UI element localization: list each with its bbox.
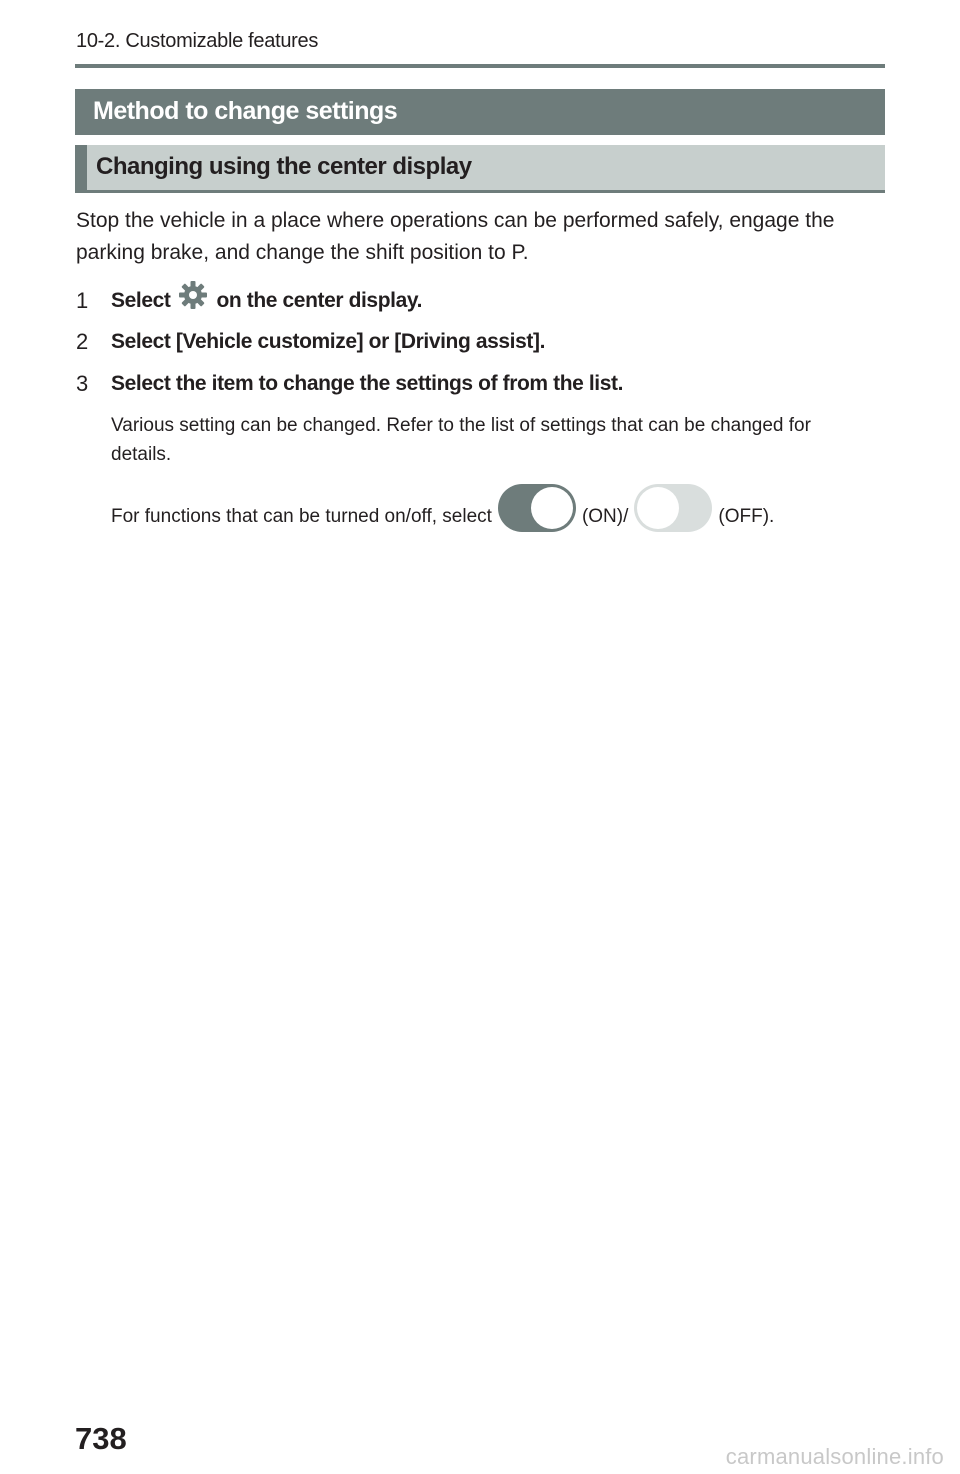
on-label: (ON)/ xyxy=(581,505,629,527)
toggle-note xyxy=(111,484,871,532)
toggle-note-text: For functions that can be turned on/off, select xyxy=(111,505,492,527)
toggle-on-icon xyxy=(498,484,576,532)
gear-icon xyxy=(178,280,208,310)
toggle-off-icon xyxy=(634,484,712,532)
step-text: Select [Vehicle customize] or [Driving assist]. xyxy=(111,330,546,353)
details-note: Various setting can be changed. Refer to the list of settings that can be changed for details. xyxy=(111,415,811,465)
step-3 xyxy=(76,371,623,397)
step-text: Select xyxy=(111,289,171,312)
step-number: 3 xyxy=(76,371,88,396)
intro-paragraph: Stop the vehicle in a place where operations can be performed safely, engage the parking brake, and change the shift position to P. xyxy=(76,209,835,264)
header-rule xyxy=(75,64,885,68)
step-number: 2 xyxy=(76,329,88,354)
step-number: 1 xyxy=(76,288,88,313)
step-1 xyxy=(76,286,422,316)
step-2 xyxy=(76,329,545,355)
section-title: Method to change settings xyxy=(75,89,885,135)
page-number: 738 xyxy=(75,1421,127,1456)
subsection-title: Changing using the center display xyxy=(75,145,885,193)
running-head: 10-2. Customizable features xyxy=(76,30,319,52)
off-label: (OFF). xyxy=(718,505,775,527)
step-text: Select the item to change the settings of from the list. xyxy=(111,372,624,395)
watermark: carmanualsonline.info xyxy=(725,1444,944,1469)
step-text-after: on the center display. xyxy=(216,289,423,312)
